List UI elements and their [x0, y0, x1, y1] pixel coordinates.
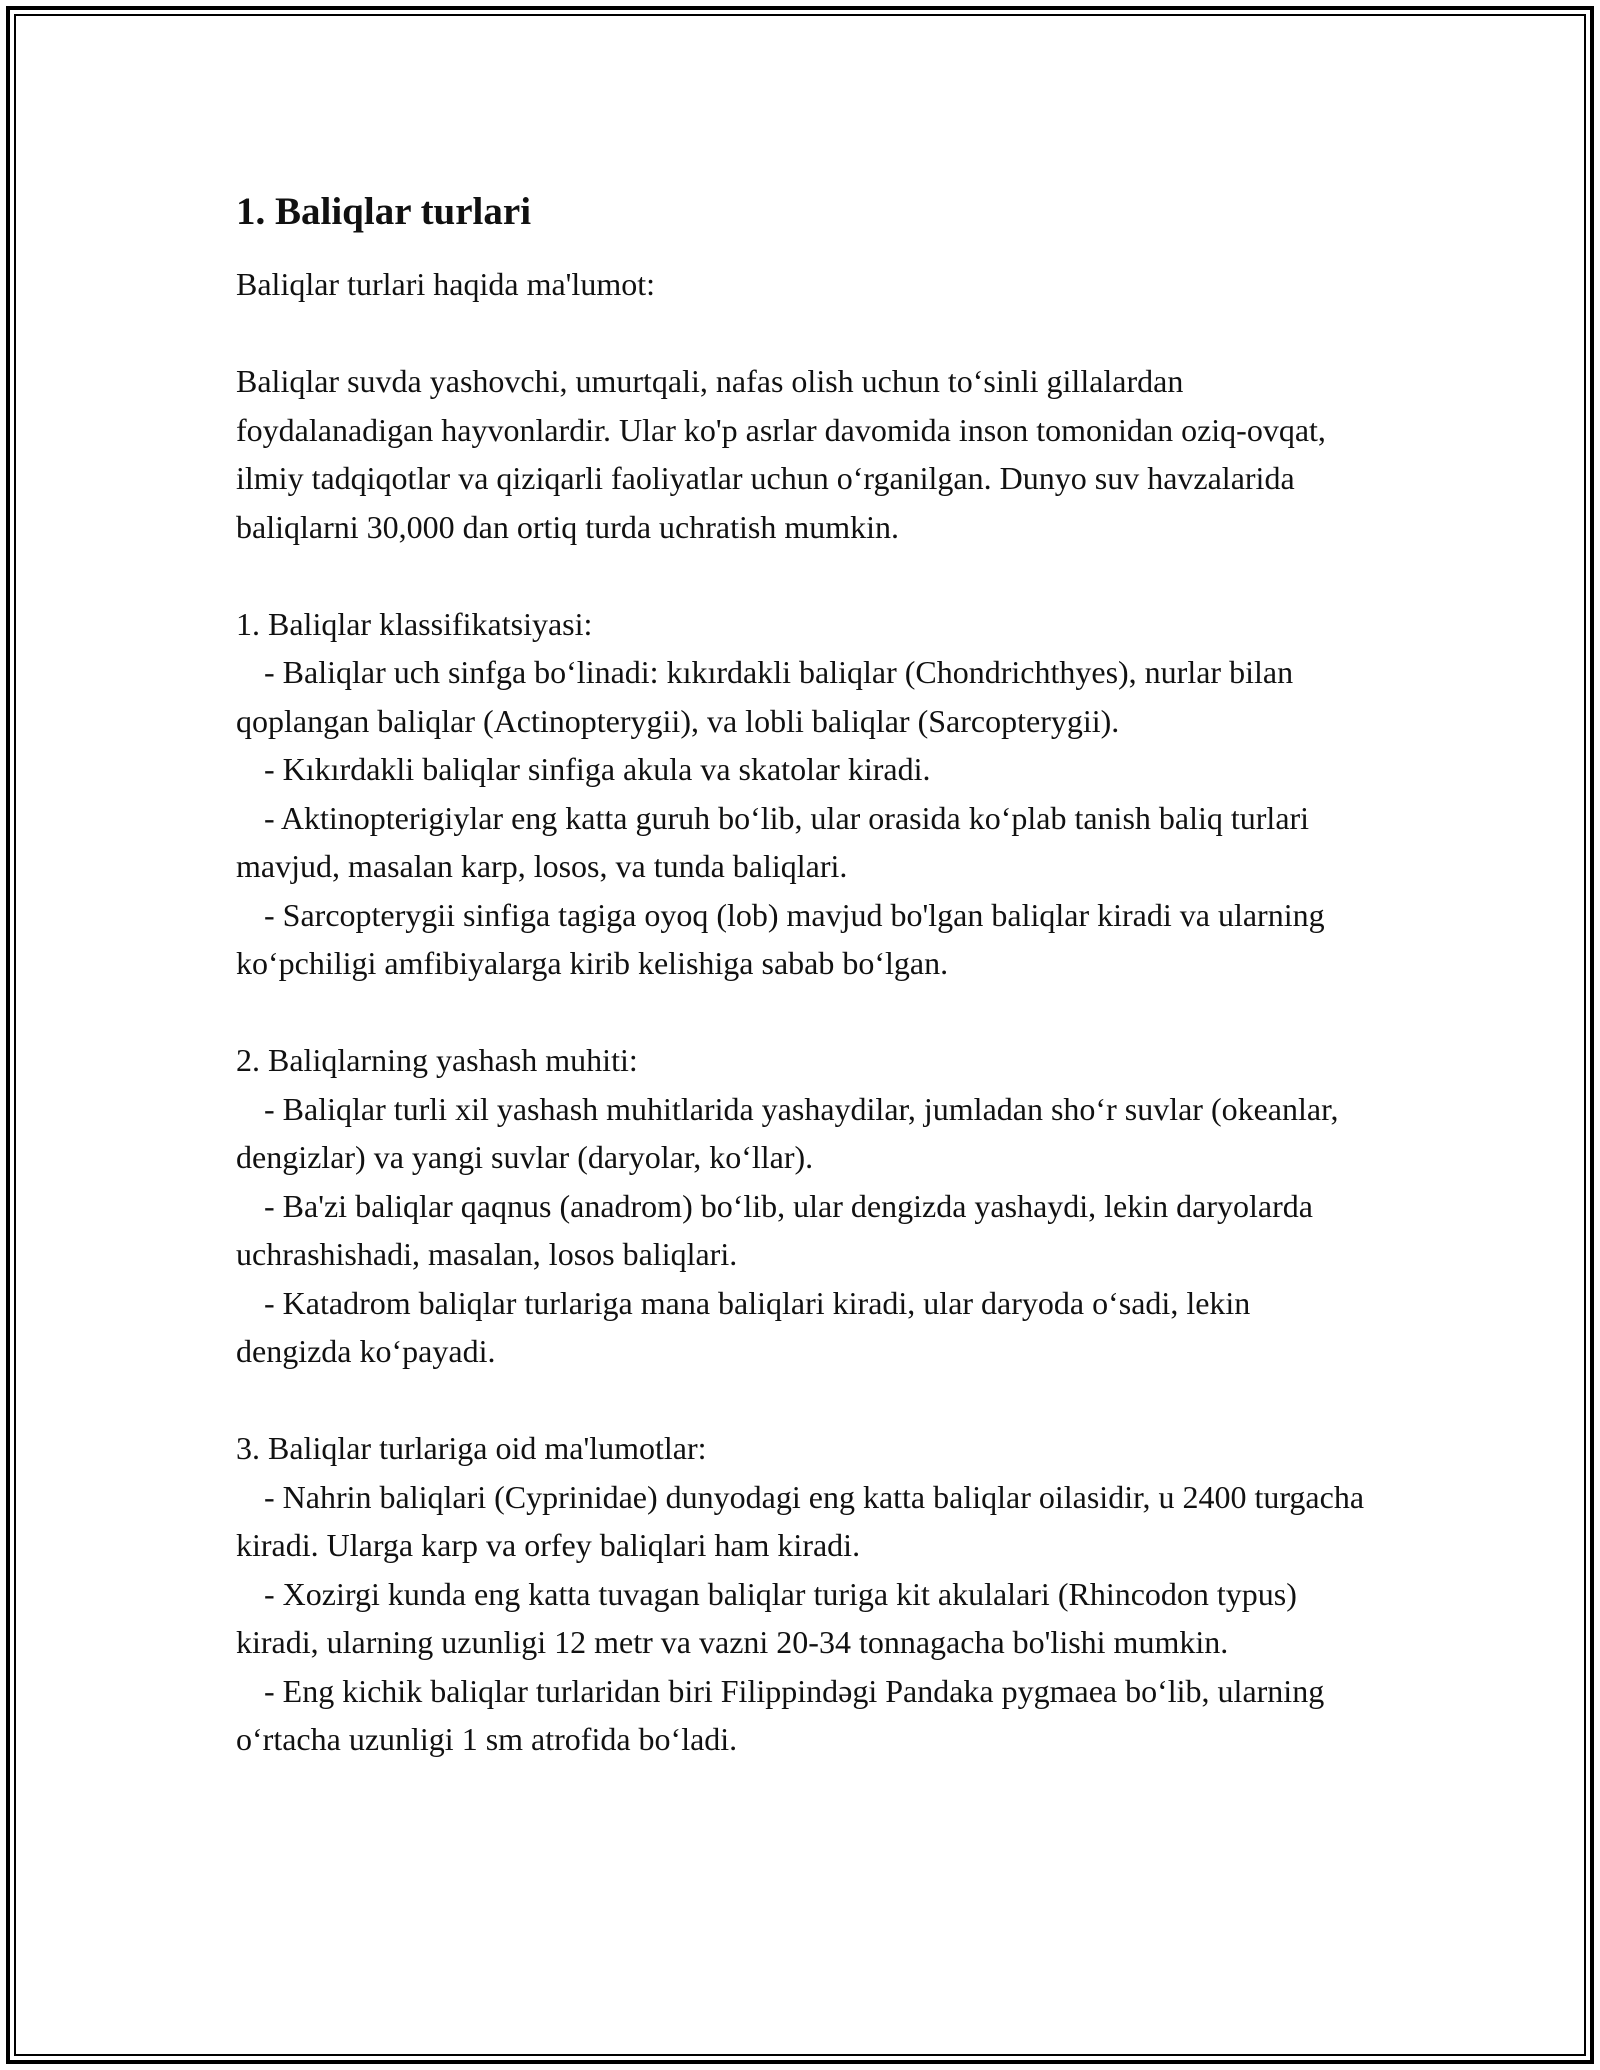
list-item: - Ba'zi baliqlar qaqnus (anadrom) bo‘lib, ular dengizda yashaydi, lekin daryolarda uchrashishadi, masalan, losos baliqlari.	[236, 1187, 1321, 1272]
section-habitat	[236, 1036, 1366, 1376]
spacer	[236, 551, 1366, 600]
section-heading: 2. Baliqlarning yashash muhiti:	[236, 1042, 638, 1078]
intro-line: Baliqlar turlari haqida ma'lumot:	[236, 266, 655, 302]
list-item: - Katadrom baliqlar turlariga mana baliqlari kiradi, ular daryoda o‘sadi, lekin dengizda ko‘payadi.	[236, 1284, 1259, 1369]
list-item: - Sarcopterygii sinfiga tagiga oyoq (lob) mavjud bo'lgan baliqlar kiradi va ularning ko‘pchiligi amfibiyalarga kirib kelishiga sabab bo‘lgan.	[236, 896, 1333, 981]
document-body	[236, 186, 1373, 1764]
list-item: - Kıkırdakli baliqlar sinfiga akula va skatolar kiradi.	[264, 751, 931, 787]
section-heading: 1. Baliqlar klassifikatsiyasi:	[236, 605, 593, 642]
list-item: - Xozirgi kunda eng katta tuvagan baliqlar turiga kit akulalari (Rhincodon typus) kiradi, ularning uzunligi 12 metr va vazni 20-34 tonnagacha bo'lishi mumkin.	[236, 1575, 1305, 1660]
section-facts	[236, 1424, 1373, 1764]
list-item: - Eng kichik baliqlar turlaridan biri Filippindәgi Pandaka pygmaea bo‘lib, ularning o‘rtacha uzunligi 1 sm atrofida bo‘ladi.	[236, 1672, 1333, 1757]
section-heading: 3. Baliqlar turlariga oid ma'lumotlar:	[236, 1430, 707, 1466]
list-item: - Aktinopterigiylar eng katta guruh bo‘lib, ular orasida ko‘plab tanish baliq turlari mavjud, masalan karp, losos, va tunda baliqlari.	[236, 799, 1318, 884]
spacer	[236, 1376, 1366, 1425]
list-item: - Baliqlar uch sinfga bo‘linadi: kıkırdakli baliqlar (Chondrichthyes), nurlar bilan qoplangan baliqlar (Actinopterygii), va lobli baliqlar (Sarcopterygii).	[236, 654, 1302, 739]
spacer	[236, 988, 1366, 1037]
list-item: - Nahrin baliqlari (Cyprinidae) dunyodagi eng katta baliqlar oilasidir, u 2400 turgacha kiradi. Ularga karp va orfey baliqlari ham kiradi.	[236, 1478, 1373, 1563]
intro-paragraph: Baliqlar suvda yashovchi, umurtqali, nafas olish uchun to‘sinli gillalardan foydalanadigan hayvonlardir. Ular ko'p asrlar davomida inson tomonidan oziq-ovqat, ilmiy tadqiqotlar va qiziqarli faoliyatlar uchun o‘rganilgan. Dunyo suv havzalarida baliqlarni 30,000 dan ortiq turda uchratish mumkin.	[236, 363, 1334, 545]
list-item: - Baliqlar turli xil yashash muhitlarida yashaydilar, jumladan sho‘r suvlar (okeanlar, dengizlar) va yangi suvlar (daryolar, ko‘llar).	[236, 1090, 1347, 1175]
spacer	[236, 309, 1366, 358]
section-classification	[236, 600, 1366, 988]
document-title: 1. Baliqlar turlari	[236, 190, 532, 233]
